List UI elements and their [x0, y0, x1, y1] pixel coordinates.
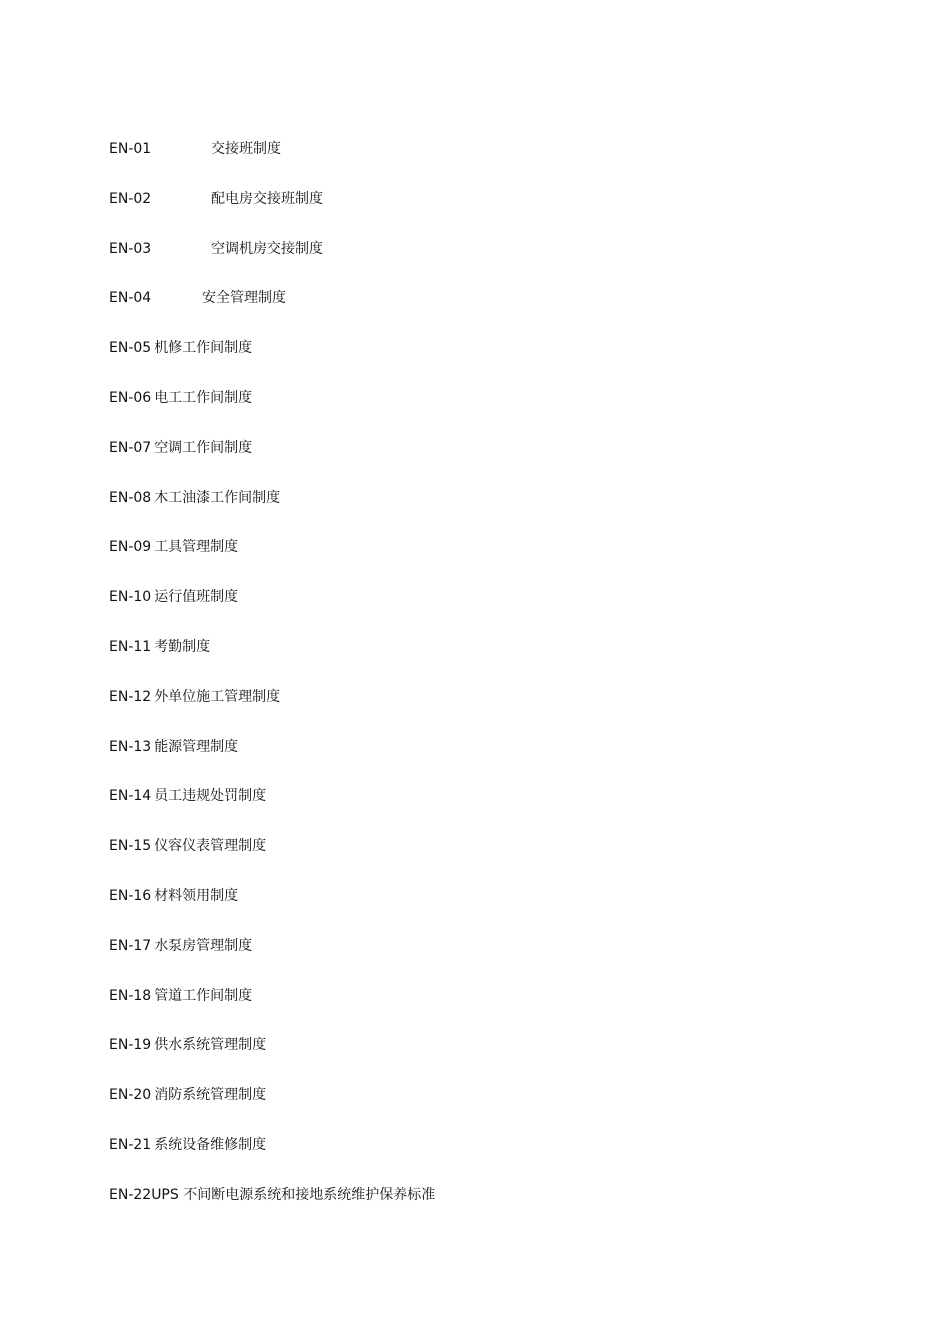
item-title: 外单位施工管理制度 — [154, 688, 281, 705]
item-title: 材料领用制度 — [154, 887, 239, 904]
item-title: 系统设备维修制度 — [154, 1136, 267, 1153]
list-item — [109, 437, 435, 487]
item-code: EN-06 — [109, 389, 152, 406]
item-title: 空调机房交接制度 — [211, 240, 323, 257]
item-title: 考勤制度 — [154, 638, 211, 655]
list-item — [109, 1184, 435, 1234]
list-item — [109, 885, 435, 935]
list-item — [109, 1134, 435, 1184]
item-code: EN-13 — [109, 738, 152, 755]
item-code: EN-19 — [109, 1037, 152, 1054]
item-code: EN-03 — [109, 240, 152, 257]
list-item — [109, 935, 435, 985]
list-item — [109, 785, 435, 835]
item-title: 机修工作间制度 — [154, 340, 253, 357]
item-code: EN-01 — [109, 141, 152, 157]
item-code: EN-09 — [109, 539, 152, 556]
item-title: 工具管理制度 — [154, 539, 239, 556]
item-code: EN-02 — [109, 190, 152, 207]
list-item — [109, 636, 435, 686]
item-title: UPS 不间断电源系统和接地系统维护保养标准 — [151, 1186, 436, 1203]
item-title: 运行值班制度 — [154, 589, 239, 606]
item-code: EN-20 — [109, 1087, 152, 1104]
list-item — [109, 686, 435, 736]
item-code: EN-18 — [109, 987, 152, 1004]
item-code: EN-14 — [109, 788, 152, 805]
item-code: EN-22 — [109, 1186, 152, 1203]
list-item — [109, 138, 435, 188]
item-title: 电工工作间制度 — [154, 389, 253, 406]
list-item — [109, 835, 435, 885]
item-title: 消防系统管理制度 — [154, 1087, 267, 1104]
item-title: 供水系统管理制度 — [154, 1037, 267, 1054]
item-title: 配电房交接班制度 — [211, 190, 323, 207]
item-title: 管道工作间制度 — [154, 987, 253, 1004]
item-title: 员工违规处罚制度 — [154, 788, 267, 805]
list-item — [109, 188, 435, 238]
item-title: 能源管理制度 — [154, 738, 239, 755]
item-code: EN-11 — [109, 638, 152, 655]
item-code: EN-12 — [109, 688, 152, 705]
list-item — [109, 736, 435, 786]
item-title: 仪容仪表管理制度 — [154, 838, 267, 855]
item-code: EN-07 — [109, 439, 152, 456]
item-code: EN-10 — [109, 589, 152, 606]
item-code: EN-05 — [109, 340, 152, 357]
list-item — [109, 586, 435, 636]
item-title: 安全管理制度 — [202, 290, 286, 307]
list-item — [109, 536, 435, 586]
item-code: EN-04 — [109, 290, 152, 307]
list-item — [109, 387, 435, 437]
list-item — [109, 985, 435, 1035]
item-title: 空调工作间制度 — [154, 439, 253, 456]
list-item — [109, 337, 435, 387]
list-item — [109, 1084, 435, 1134]
item-code: EN-21 — [109, 1136, 152, 1153]
list-item — [109, 238, 435, 288]
item-title: 木工油漆工作间制度 — [154, 489, 281, 506]
item-code: EN-15 — [109, 838, 152, 855]
list-item — [109, 487, 435, 537]
item-title: 水泵房管理制度 — [154, 937, 253, 954]
regulation-list — [109, 138, 435, 1234]
list-item — [109, 287, 435, 337]
item-code: EN-17 — [109, 937, 152, 954]
item-title: 交接班制度 — [211, 141, 281, 157]
list-item — [109, 1034, 435, 1084]
item-code: EN-08 — [109, 489, 152, 506]
item-code: EN-16 — [109, 887, 152, 904]
